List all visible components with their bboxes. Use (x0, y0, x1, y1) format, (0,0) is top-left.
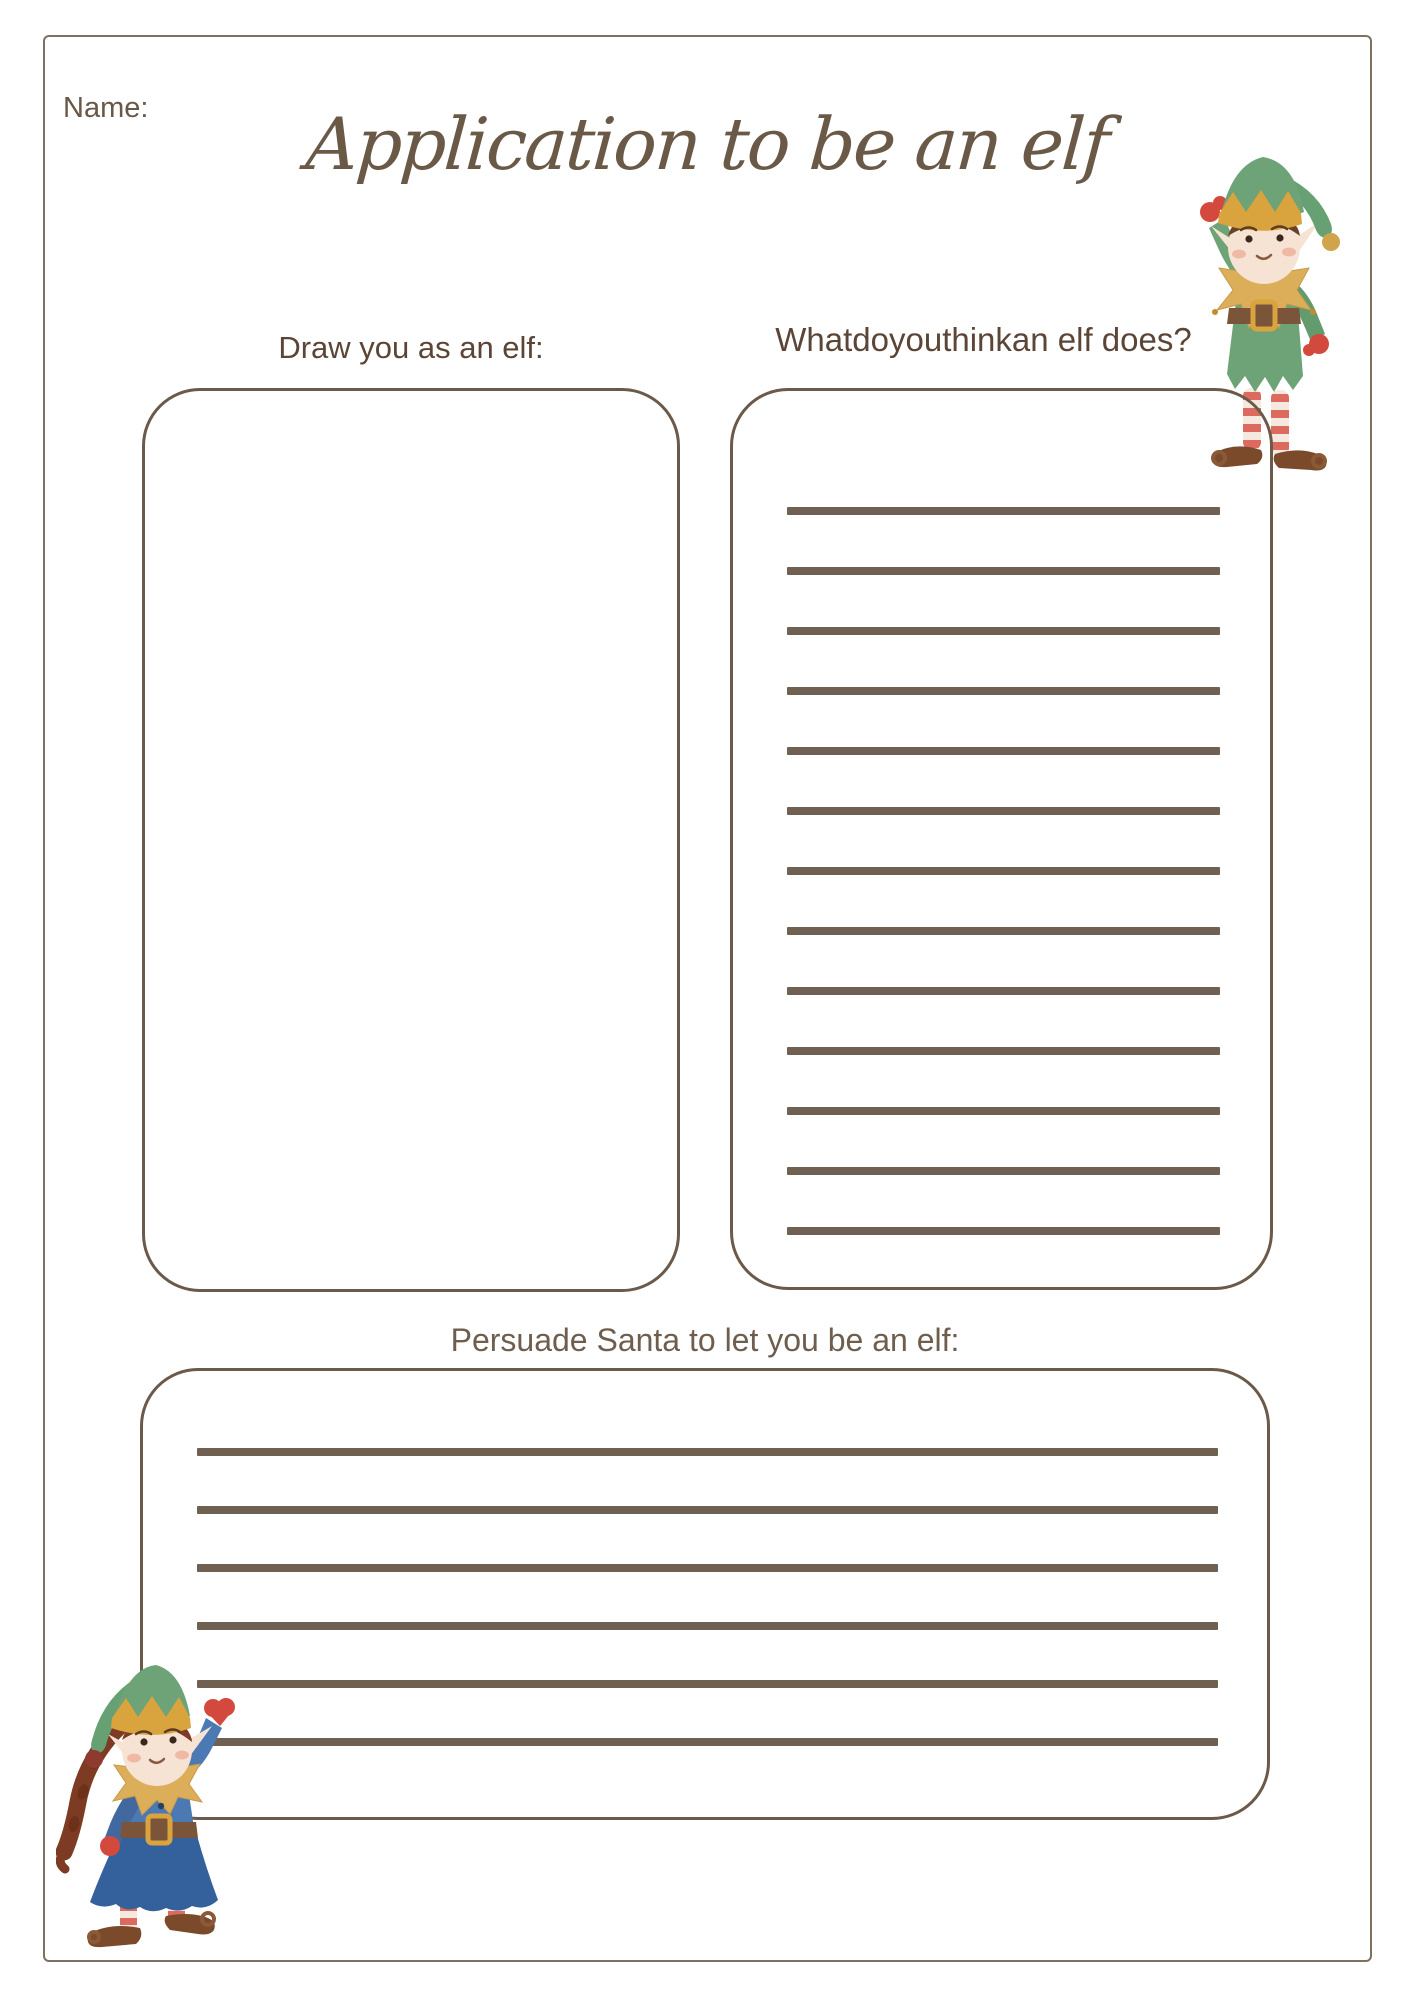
writing-line (197, 1564, 1218, 1572)
girl-elf-illustration (56, 1656, 252, 1952)
writing-line (197, 1680, 1218, 1688)
writing-line (787, 687, 1220, 695)
writing-line (787, 1227, 1220, 1235)
writing-line (787, 747, 1220, 755)
name-label: Name: (63, 92, 149, 124)
writing-line (787, 507, 1220, 515)
writing-line (787, 867, 1220, 875)
writing-line (197, 1506, 1218, 1514)
writing-line (197, 1622, 1218, 1630)
writing-line (787, 987, 1220, 995)
writing-line (787, 1167, 1220, 1175)
writing-line (787, 627, 1220, 635)
persuade-lines-box (140, 1368, 1270, 1820)
writing-line (787, 1047, 1220, 1055)
draw-area-box (142, 388, 680, 1292)
writing-line (787, 927, 1220, 935)
writing-line (787, 807, 1220, 815)
page-title: Application to be an elf (303, 102, 1111, 186)
what-elf-does-section-label: Whatdoyouthinkan elf does? (775, 321, 1192, 358)
writing-line (197, 1738, 1218, 1746)
writing-line (787, 567, 1220, 575)
writing-line (787, 1107, 1220, 1115)
writing-line (197, 1448, 1218, 1456)
what-elf-does-lines-box (730, 388, 1273, 1290)
persuade-section-label: Persuade Santa to let you be an elf: (450, 1322, 960, 1358)
draw-section-label: Draw you as an elf: (278, 330, 544, 365)
